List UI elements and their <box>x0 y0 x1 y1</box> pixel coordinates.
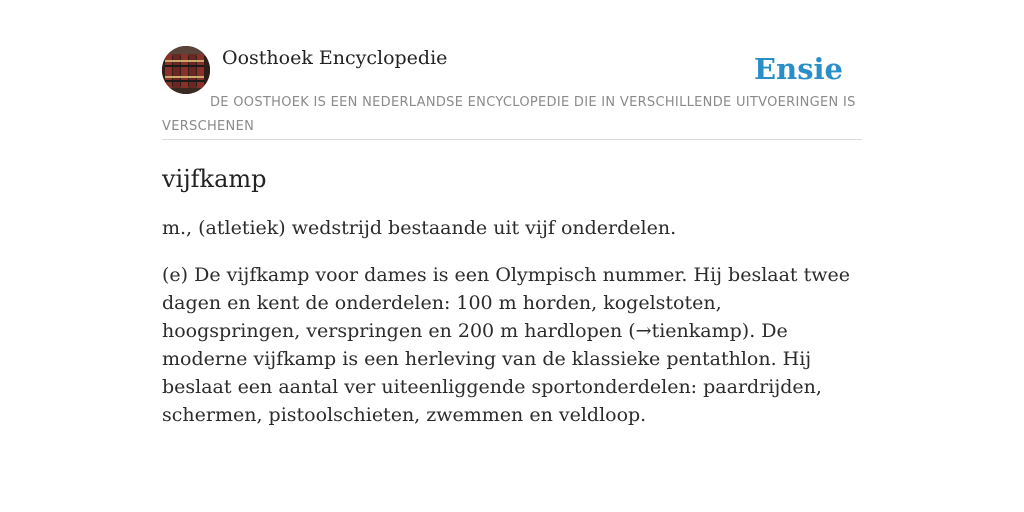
page-title: vijfkamp <box>162 165 267 193</box>
source-description: DE OOSTHOEK IS EEN NEDERLANDSE ENCYCLOPEDIE DIE IN VERSCHILLENDE UITVOERINGEN IS VERSCHENEN <box>162 95 856 134</box>
definition-paragraph: m., (atletiek) wedstrijd bestaande uit vijf onderdelen. <box>162 217 677 239</box>
source-header <box>162 46 862 140</box>
entry-card <box>162 46 862 429</box>
brand-logo-link[interactable]: Ensie <box>754 52 843 86</box>
definition-paragraph: (e) De vijfkamp voor dames is een Olympisch nummer. Hij beslaat twee dagen en kent de onderdelen: 100 m horden, kogelstoten, hoogspringen, verspringen en 200 m hardlopen (→tienkamp). De moderne vijfkamp is een herleving van de klassieke pentathlon. Hij beslaat een aantal ver uiteenliggende sportonderdelen: paardrijden, schermen, pistoolschieten, zwemmen en veldloop. <box>162 264 850 426</box>
encyclopedia-books-icon[interactable] <box>162 46 210 94</box>
source-title[interactable]: Oosthoek Encyclopedie <box>222 47 448 69</box>
